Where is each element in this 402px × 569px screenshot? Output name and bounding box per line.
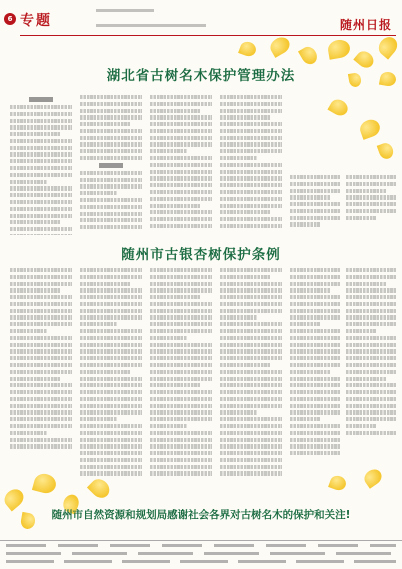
issue-date (96, 9, 154, 12)
sponsor-row-2 (6, 552, 396, 555)
article-2-title: 随州市古银杏树保护条例 (121, 247, 281, 263)
article-2-column-2 (80, 268, 142, 503)
article-2-column-4 (220, 268, 282, 503)
ginkgo-leaves-middle-right (300, 100, 400, 170)
page-number-badge: 6 (4, 13, 16, 25)
sponsor-footer (0, 540, 402, 569)
page-header (0, 0, 402, 40)
thanks-banner: 随州市自然资源和规划局感谢社会各界对古树名木的保护和关注! (51, 509, 351, 521)
article-2-column-5 (290, 268, 340, 468)
article-1-title: 湖北省古树名木保护管理办法 (106, 68, 296, 84)
article-1-column-2 (80, 95, 142, 235)
section-title: 专题 (20, 13, 52, 29)
article-1-column-3 (150, 95, 212, 235)
article-2-column-6 (346, 268, 396, 468)
ginkgo-leaves-bottom-right (320, 470, 402, 510)
article-2-column-3 (150, 268, 212, 503)
newspaper-brand: 随州日报 (339, 18, 392, 32)
sponsor-row-1 (6, 544, 396, 547)
article-1-column-4 (220, 95, 282, 235)
header-rule (20, 35, 396, 36)
editor-credits (96, 24, 206, 27)
article-1-column-1 (10, 95, 72, 235)
sponsor-row-3 (6, 560, 396, 563)
article-2-column-1 (10, 268, 72, 473)
article-1-column-6 (346, 175, 396, 235)
article-1-column-5 (290, 175, 340, 235)
